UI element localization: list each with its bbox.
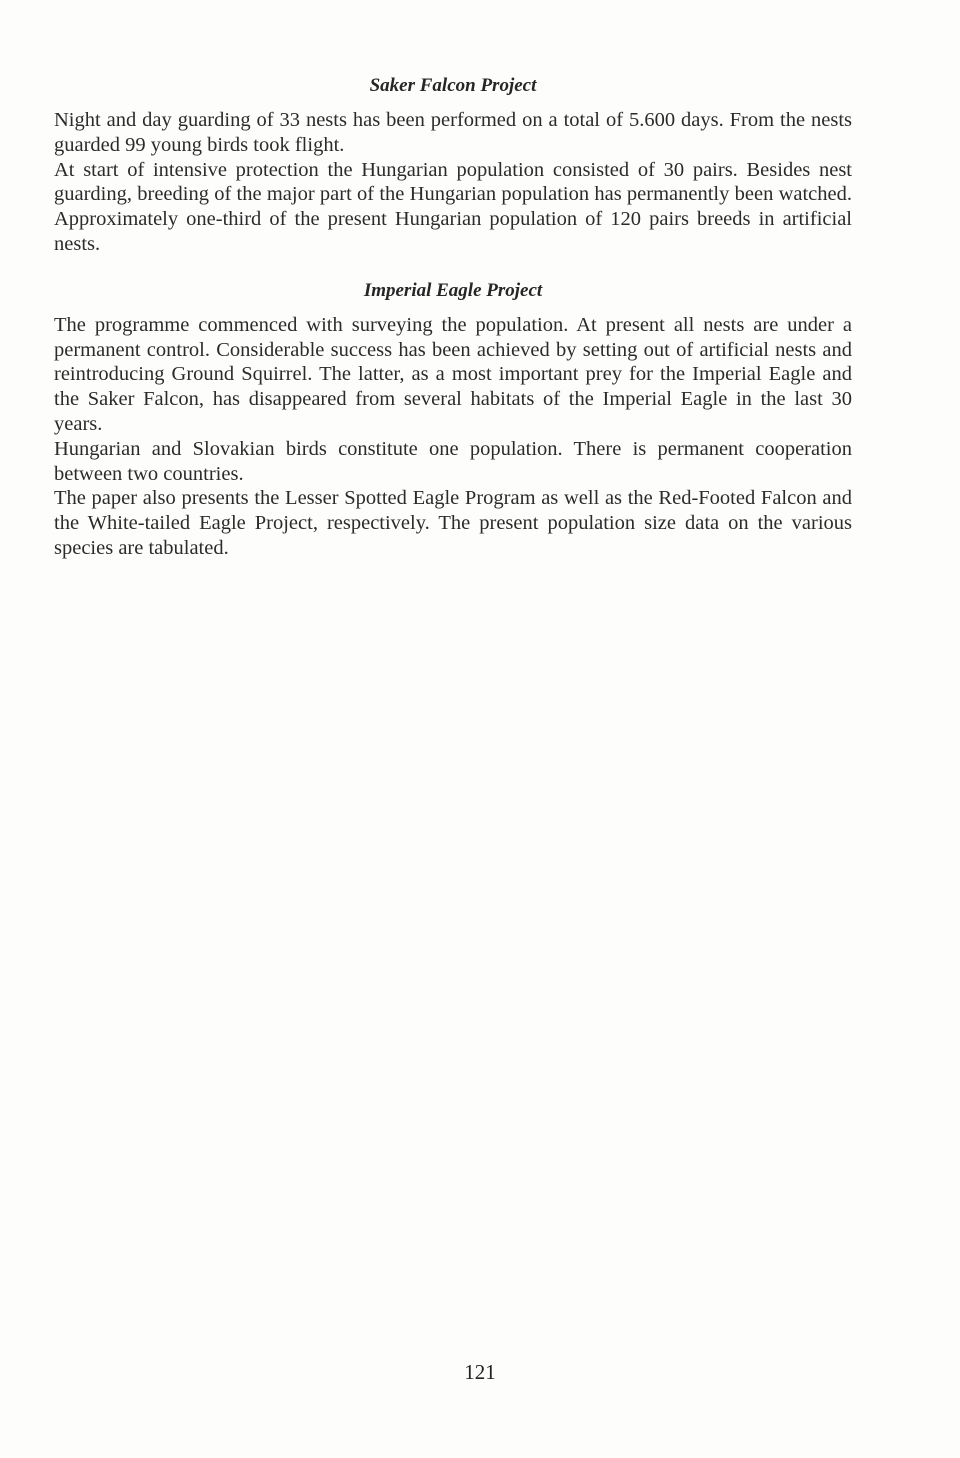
page-content	[54, 70, 852, 561]
page-number: 121	[464, 1360, 496, 1384]
paragraph: The programme commenced with surveying the population. At present all nests are under a permanent control. Considerable success has been achieved by setting out of artificial nests and reintroducing Ground Squirrel. The latter, as a most important prey for the Imperial Eagle and the Saker Falcon, has disappeared from several habitats of the Imperial Eagle in the last 30 years.	[54, 313, 852, 435]
paragraph: Night and day guarding of 33 nests has been performed on a total of 5.600 days. From the nests guarded 99 young birds took flight.	[54, 109, 852, 156]
paragraph: Hungarian and Slovakian birds constitute one population. There is permanent cooperation between two countries.	[54, 437, 852, 485]
paragraph: The paper also presents the Lesser Spotted Eagle Program as well as the Red-Footed Falcon and the White-tailed Eagle Project, respectively. The present population size data on the various species are tabulated.	[54, 487, 852, 559]
section-title-imperial-eagle: Imperial Eagle Project	[363, 279, 543, 301]
section-body-imperial-eagle	[54, 313, 852, 561]
section-body-saker-falcon	[54, 108, 852, 257]
paragraph: At start of intensive protection the Hungarian population consisted of 30 pairs. Besides nest guarding, breeding of the major part of the Hungarian population has permanently been watched. Approximately one-third of the present Hungarian population of 120 pairs breeds in artificial nests.	[54, 158, 852, 255]
section-title-saker-falcon: Saker Falcon Project	[369, 75, 537, 96]
